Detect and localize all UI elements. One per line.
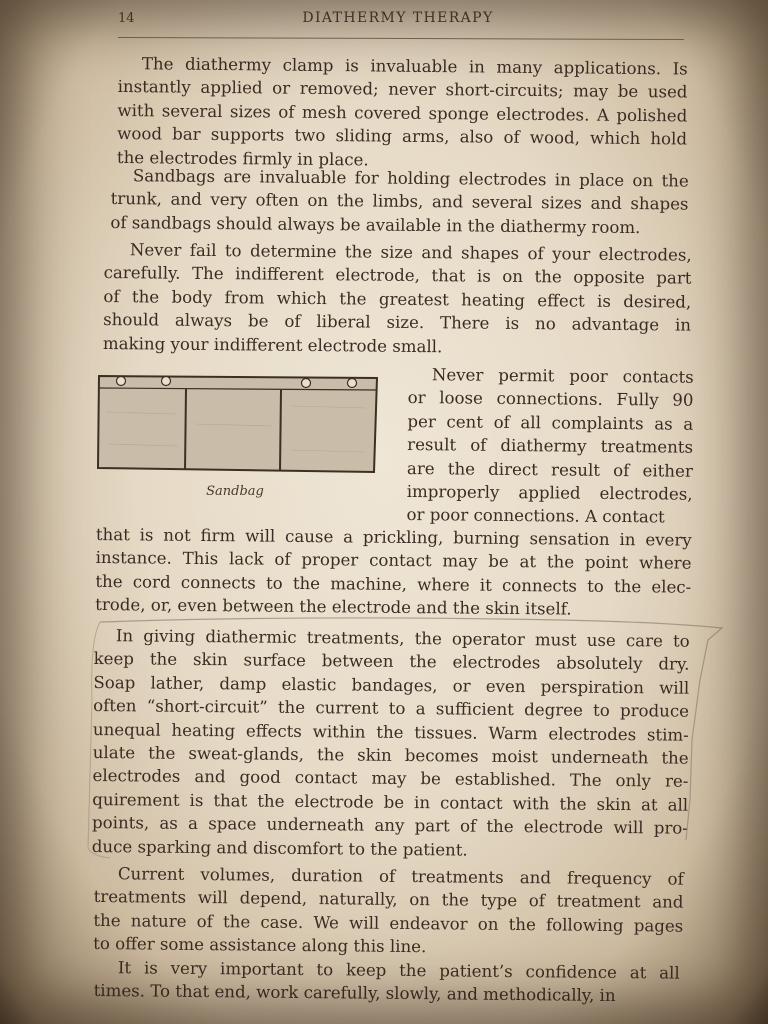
text-line: times. To that end, work carefully, slowly, and methodically, in xyxy=(93,981,616,1006)
text-line: quirement is that the electrode be in contact with the skin at all xyxy=(92,789,689,815)
text-line: to offer some assistance along this line. xyxy=(93,934,427,957)
header-rule xyxy=(118,37,684,40)
paragraph-contacts-side xyxy=(406,363,694,529)
text-line: carefully. The indifferent electrode, that is on the opposite part xyxy=(103,263,692,289)
text-line: improperly applied electrodes, xyxy=(406,481,693,504)
page-header xyxy=(118,8,678,34)
running-head: DIATHERMY THERAPY xyxy=(302,10,494,26)
text-line: Never fail to determine the size and shapes of your electrodes, xyxy=(129,240,692,265)
text-line: electrodes and good contact may be established. The only re- xyxy=(92,766,689,792)
text-line: duce sparking and discomfort to the patient. xyxy=(91,836,468,860)
paragraph-contacts-full xyxy=(95,523,692,622)
text-line: trode, or, even between the electrode and the skin itself. xyxy=(95,595,572,619)
sandbag-illustration-icon xyxy=(96,372,380,476)
text-line: instance. This lack of proper contact may be at the point where xyxy=(95,548,692,574)
text-line: trunk, and very often on the limbs, and several sizes and shapes xyxy=(110,189,689,214)
text-line: that is not firm will cause a prickling, burning sensation in every xyxy=(95,524,692,550)
text-line: treatments will depend, naturally, on the type of treatment and xyxy=(93,887,684,913)
text-line: with several sizes of mesh covered sponge electrodes. A polished xyxy=(117,100,688,126)
text-line: unequal heating effects within the tissues. Warm electrodes stim- xyxy=(92,719,689,745)
paragraph-volumes xyxy=(93,862,684,961)
text-line: instantly applied or removed; never short-circuits; may be used xyxy=(117,77,688,102)
text-line: the electrodes firmly in place. xyxy=(116,147,369,169)
paragraph-clamp xyxy=(117,52,688,174)
paragraph-size xyxy=(103,238,692,361)
text-line: Soap lather, damp elastic bandages, or even perspiration will xyxy=(93,672,690,698)
text-line: In giving diathermic treatments, the operator must use care to xyxy=(115,626,690,651)
text-line: often “short-circuit” the current to a sufficient degree to produce xyxy=(93,696,690,721)
text-line: making your indifferent electrode small. xyxy=(102,333,443,356)
text-line: or poor connections. A contact xyxy=(406,505,665,527)
text-line: It is very important to keep the patient’s confidence at all xyxy=(117,958,680,983)
text-line: keep the skin surface between the electrodes absolutely dry. xyxy=(93,649,690,675)
paragraph-dry xyxy=(92,624,690,864)
page-number: 14 xyxy=(118,11,135,26)
figure-caption: Sandbag xyxy=(206,484,264,499)
sandbag-figure xyxy=(96,372,380,476)
text-line: are the direct result of either xyxy=(406,458,693,481)
text-line: The diathermy clamp is invaluable in many applications. Is xyxy=(141,54,688,79)
text-line: the cord connects to the machine, where it connects to the elec- xyxy=(95,571,692,597)
paragraph-sandbags xyxy=(110,164,689,240)
text-line: ulate the sweat-glands, the skin becomes moist underneath the xyxy=(92,742,689,768)
text-line: the nature of the case. We will endeavor on the following pages xyxy=(93,910,684,936)
text-line: Current volumes, duration of treatments and frequency of xyxy=(117,864,684,889)
text-line: result of diathermy treatments xyxy=(407,435,694,457)
text-line: of sandbags should always be available in the diathermy room. xyxy=(110,212,641,237)
text-line: Never permit poor contacts xyxy=(431,365,694,387)
text-line: of the body from which the greatest heating effect is desired, xyxy=(103,286,692,312)
text-line: should always be of liberal size. There is no advantage in xyxy=(103,310,692,335)
text-line: points, as a space underneath any part of the electrode will pro- xyxy=(92,813,689,838)
text-line: Sandbags are invaluable for holding electrodes in place on the xyxy=(132,166,689,191)
text-line: or loose connections. Fully 90 xyxy=(407,388,694,411)
paragraph-confidence xyxy=(94,956,680,1008)
text-line: wood bar supports two sliding arms, also of wood, which hold xyxy=(117,124,688,149)
text-line: per cent of all complaints as a xyxy=(407,411,694,434)
